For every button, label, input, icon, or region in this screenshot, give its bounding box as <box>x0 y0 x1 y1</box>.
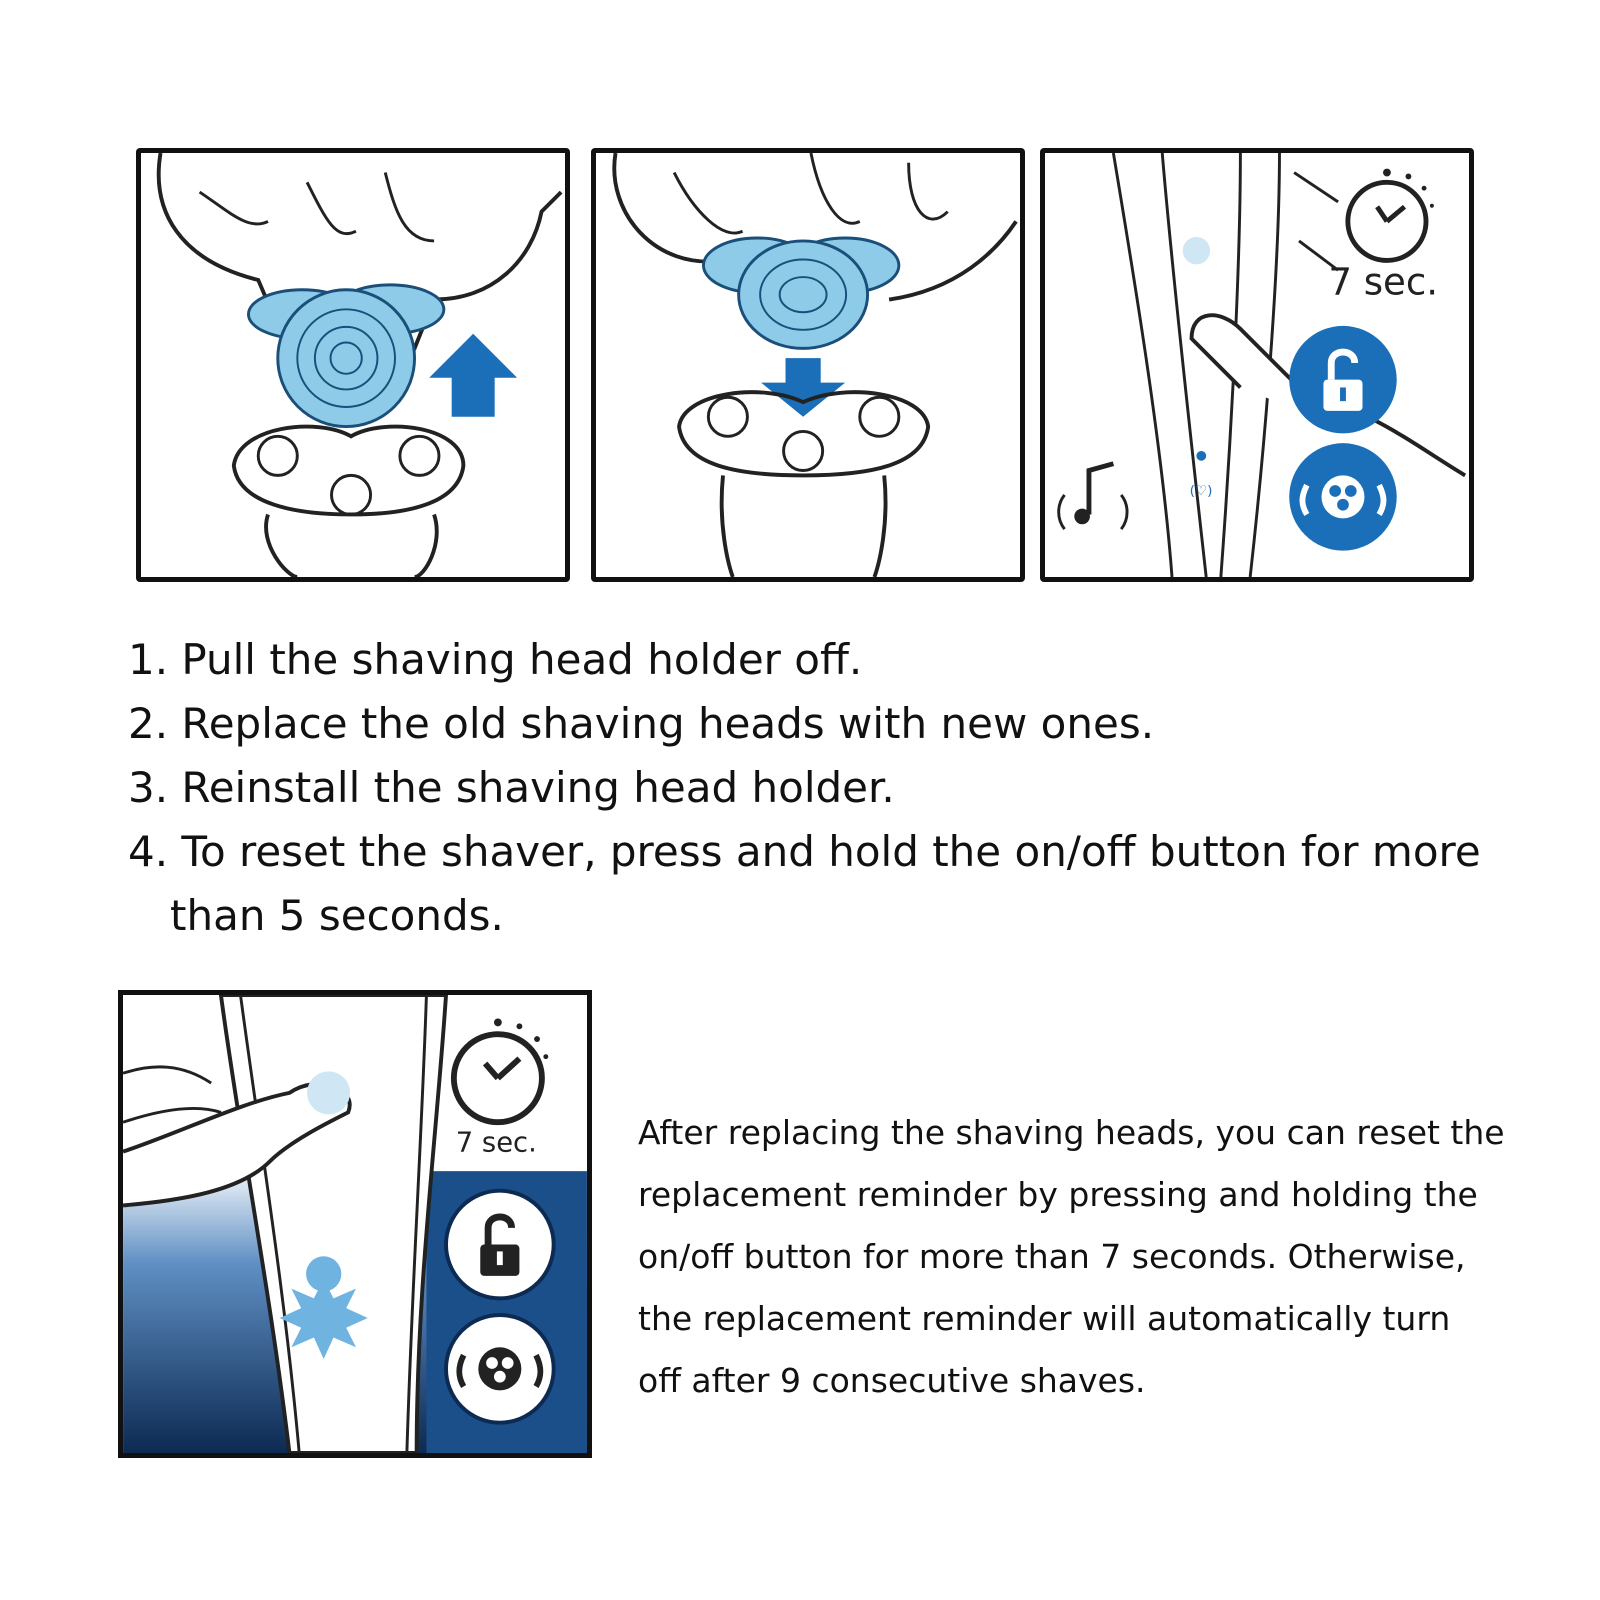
step-3: 3. Reinstall the shaving head holder. <box>128 763 895 812</box>
shaving-head-unit <box>703 238 898 348</box>
reset-drawing <box>1045 153 1469 577</box>
reset-detail-illustration <box>118 990 592 1458</box>
step-4-continued: than 5 seconds. <box>170 891 504 940</box>
sound-icon <box>1059 464 1127 529</box>
note-line: replacement reminder by pressing and holding the <box>638 1175 1478 1214</box>
note-line: the replacement reminder will automatically turn <box>638 1299 1451 1338</box>
note-line: on/off button for more than 7 seconds. Otherwise, <box>638 1237 1466 1276</box>
svg-text:(♡): (♡) <box>1189 482 1213 499</box>
shaving-head-icon <box>1289 443 1396 550</box>
step3-illustration <box>591 148 1025 582</box>
reset-detail-drawing <box>123 995 587 1453</box>
shaver-base <box>234 427 464 577</box>
step-4: 4. To reset the shaver, press and hold the on/off button for more <box>128 827 1481 876</box>
note-line: off after 9 consecutive shaves. <box>638 1361 1146 1400</box>
shaving-head-icon <box>446 1315 554 1423</box>
arrow-up-icon <box>429 334 517 417</box>
note-line: After replacing the shaving heads, you can reset the <box>638 1113 1505 1152</box>
step1-illustration <box>136 148 570 582</box>
panel4-timer-label: 7 sec. <box>455 1127 537 1159</box>
arrow-down-icon <box>761 358 845 417</box>
stopwatch-icon <box>1348 169 1434 261</box>
panel3-timer-label: 7 sec. <box>1328 260 1439 304</box>
remove-head-drawing <box>141 153 565 577</box>
shaver-base <box>679 392 928 577</box>
step-2: 2. Replace the old shaving heads with new ones. <box>128 699 1155 748</box>
step-1: 1. Pull the shaving head holder off. <box>128 635 863 684</box>
reset-illustration <box>1040 148 1474 582</box>
unlock-icon <box>446 1191 554 1299</box>
install-head-drawing <box>596 153 1020 577</box>
shaving-head-unit <box>248 285 443 427</box>
instruction-steps <box>128 628 1508 948</box>
unlock-icon <box>1289 326 1396 433</box>
reminder-reset-note <box>638 1102 1538 1412</box>
